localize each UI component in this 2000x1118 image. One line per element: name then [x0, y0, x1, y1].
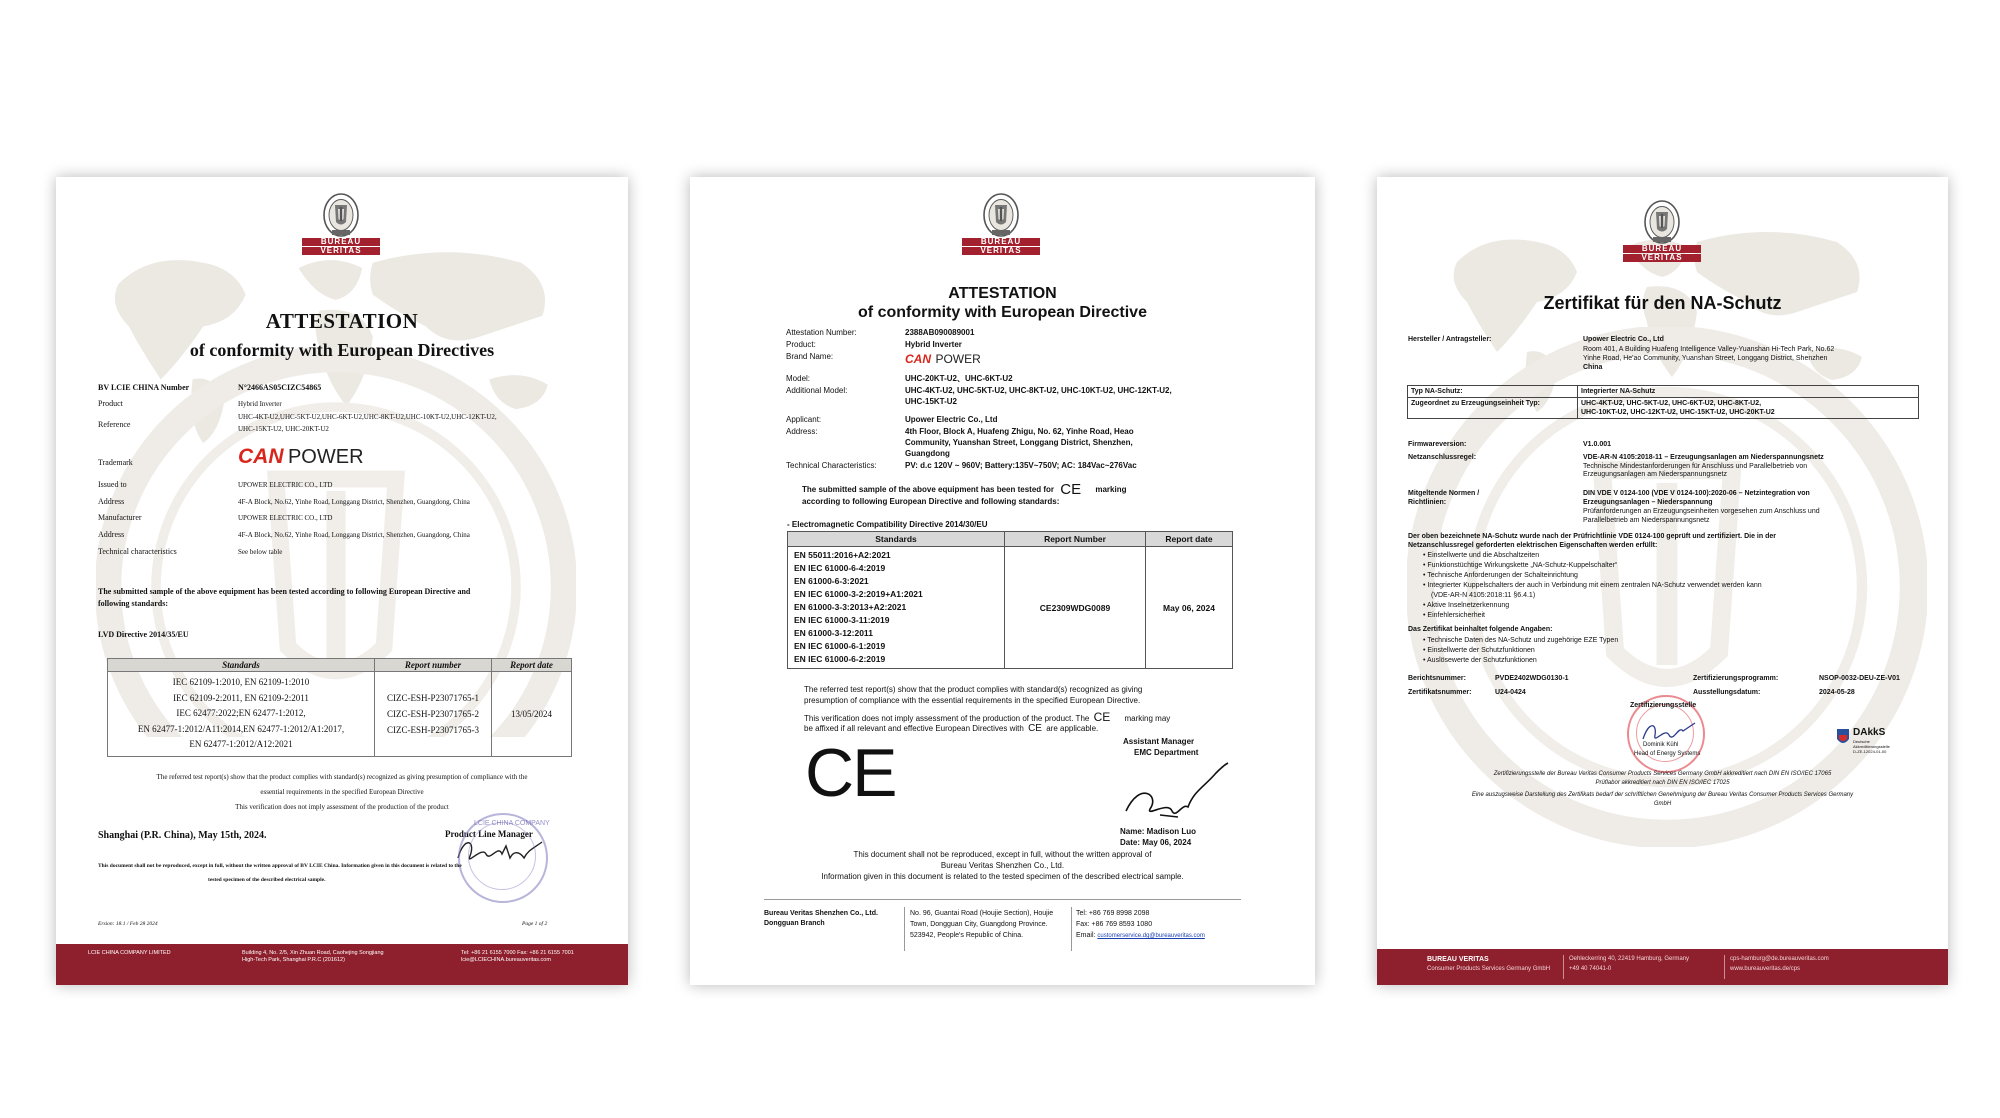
list-item: • Einstellwerte der Schutzfunktionen	[1423, 647, 1535, 654]
statement-text-end: marking	[1095, 485, 1127, 494]
place-and-date: Shanghai (P.R. China), May 15th, 2024.	[98, 830, 267, 841]
list-item: • Technische Daten des NA-Schutz und zugehörige EZE Typen	[1423, 637, 1619, 644]
signer-title: Product Line Manager	[445, 829, 533, 839]
brand-logo-power: POWER	[935, 352, 981, 366]
list-item: • Aktive Inselnetzerkennung	[1423, 602, 1510, 609]
maker-line: Upower Electric Co., Ltd	[1583, 336, 1664, 343]
dakks-text: DAkkS	[1853, 727, 1886, 738]
disclaimer-line3: Information given in this document is related to the tested specimen of the described electrical sample.	[821, 872, 1184, 881]
accreditation-line3: Eine auszugsweise Darstellung des Zertifikats bedarf der schriftlichen Genehmigung der Bureau Veritas Consumer Products Services Germany	[1471, 792, 1854, 798]
standard-item: IEC 62109-2:2011, EN 62109-2:2011	[173, 692, 309, 703]
field-value-issued-to: UPOWER ELECTRIC CO., LTD	[238, 481, 333, 489]
field-value-applicant: Upower Electric Co., Ltd	[905, 415, 998, 424]
note-line4	[804, 724, 1098, 734]
field-label-address: Address	[98, 497, 125, 506]
logo-text-top: BUREAU	[302, 238, 380, 246]
type-value: Integrierter NA-Schutz	[1578, 386, 1919, 398]
footer-bar	[56, 944, 628, 985]
page-subtitle: of conformity with European Directives	[189, 340, 495, 360]
footer-email-line	[1076, 931, 1205, 941]
field-value-address-line3: Guangdong	[905, 449, 950, 458]
unit-type-value	[1578, 398, 1919, 419]
standard-item: EN 62477-1:2012/A11:2014,EN 62477-1:2012/A1:2017,	[137, 723, 345, 734]
standard-item: EN 61000-3-12:2011	[794, 628, 873, 638]
field-label-attestation-number: Attestation Number:	[786, 328, 857, 337]
field-value-reference-line2: UHC-15KT-U2, UHC-20KT-U2	[238, 425, 329, 433]
table-cell-report-numbers	[375, 672, 492, 757]
accreditation-line1: Zertifizierungsstelle der Bureau Veritas Consumer Products Services Germany GmbH akkreditiert nach DIN EN ISO/IEC 17065	[1493, 771, 1832, 777]
paragraph-line1: Der oben bezeichnete NA-Schutz wurde nach der Prüfrichtlinie VDE 0124-100 geprüft und zertifiziert. Die in der	[1408, 533, 1776, 540]
standard-item: EN IEC 61000-3-11:2019	[794, 615, 890, 625]
field-value-model: UHC-20KT-U2、UHC-6KT-U2	[905, 374, 1013, 383]
field-label-product: Product	[98, 399, 123, 408]
footer-company: LCIE CHINA COMPANY LIMITED	[88, 950, 171, 956]
signer-department: EMC Department	[1134, 748, 1199, 757]
dakks-sub1: Deutsche	[1853, 739, 1870, 744]
standard-item: EN IEC 61000-6-1:2019	[794, 641, 886, 651]
field-value-address-line1: 4th Floor, Block A, Huafeng Zhigu, No. 62, Yinhe Road, Heao	[905, 427, 1134, 436]
norms-label-line2: Richtlinien:	[1408, 499, 1447, 506]
standards-table	[787, 531, 1233, 669]
note-text: be affixed if all relevant and effective European Directives with	[804, 724, 1024, 733]
note-line3	[804, 712, 1170, 724]
page-subtitle: of conformity with European Directive	[858, 304, 1147, 321]
table-header-standards: Standards	[788, 532, 1005, 547]
footer-separator	[1563, 955, 1564, 979]
table-cell-standards	[108, 672, 375, 757]
document-version: Ersion: 18.1 / Feb 28 2024	[98, 921, 158, 927]
footer-bar	[1377, 949, 1948, 985]
accreditation-line4: GmbH	[1653, 801, 1672, 807]
ce-mark-inline-icon: CE	[1028, 723, 1042, 734]
field-label-technical: Technical characteristics	[98, 547, 177, 556]
table-header-report-date: Report date	[1146, 532, 1233, 547]
footer-phone: Tel: +86 769 8998 2098	[1076, 910, 1150, 917]
page-title: ATTESTATION	[265, 309, 419, 333]
logo-text-bottom: VERITAS	[302, 247, 380, 255]
sign-date: Date: May 06, 2024	[1120, 838, 1192, 847]
field-label-additional-model: Additional Model:	[786, 386, 848, 395]
bureau-veritas-seal-icon	[981, 192, 1021, 238]
footer-separator	[904, 907, 905, 951]
standard-item: EN 61000-3-3:2013+A2:2021	[794, 602, 907, 612]
table-header-report-number: Report Number	[1005, 532, 1146, 547]
report-number-item: CIZC-ESH-P23071765-1	[387, 692, 479, 703]
program-value: NSOP-0032-DEU-ZE-V01	[1819, 675, 1900, 682]
list-item: • Funktionstüchtige Wirkungskette „NA-Schutz-Kuppelschalter“	[1423, 562, 1618, 569]
ce-mark-large-icon: CE	[805, 735, 896, 811]
dakks-sub3: D-ZE-12024-01-00	[1853, 749, 1887, 754]
field-label-trademark: Trademark	[98, 458, 133, 467]
grid-rule-value: VDE-AR-N 4105:2018-11 – Erzeugungsanlagen am Niederspannungsnetz	[1583, 454, 1824, 461]
unit-type-line: UHC-4KT-U2, UHC-5KT-U2, UHC-6KT-U2, UHC-8KT-U2,	[1581, 400, 1762, 407]
program-label: Zertifizierungsprogramm:	[1693, 675, 1779, 682]
disclaimer-line1: This document shall not be reproduced, except in full, without the written approval of BV LCIE China. Information given in this document is related to the	[98, 863, 462, 869]
statement-line2: following standards:	[98, 599, 169, 608]
footer-company: Consumer Products Services Germany GmbH	[1427, 966, 1551, 972]
contains-heading: Das Zertifikat beinhaltet folgende Angaben:	[1408, 626, 1553, 633]
note-line2: essential requirements in the specified European Directive	[260, 788, 424, 796]
field-value-address-line2: Community, Yuanshan Street, Longgang District, Shenzhen,	[905, 438, 1133, 447]
table-cell-report-date: May 06, 2024	[1146, 547, 1233, 669]
signature-image	[1120, 761, 1232, 823]
standard-item: EN 62477-1:2012/A12:2021	[189, 739, 293, 749]
contents-list	[1423, 636, 1618, 666]
field-label-address: Address:	[786, 427, 818, 436]
grid-rule-sub2: Erzeugungsanlagen am Niederspannungsnetz	[1583, 471, 1727, 478]
directive-title: LVD Directive 2014/35/EU	[98, 630, 189, 639]
note-text-end: are applicable.	[1046, 724, 1099, 733]
field-label-reference: Reference	[98, 420, 131, 429]
footer-address: Oehleckerring 40, 22419 Hamburg, Germany	[1569, 956, 1690, 962]
footer-company: Bureau Veritas Shenzhen Co., Ltd.	[764, 910, 878, 917]
field-value-product: Hybrid Inverter	[238, 400, 282, 408]
list-item: • Auslösewerte der Schutzfunktionen	[1423, 657, 1537, 664]
unit-type-label: Zugeordnet zu Erzeugungseinheit Typ:	[1408, 398, 1578, 419]
footer-separator	[1071, 907, 1072, 951]
footer-fax: Fax: +86 769 8593 1080	[1076, 921, 1153, 928]
note-text-end: marking may	[1124, 714, 1171, 723]
page-title: Zertifikat für den NA-Schutz	[1543, 293, 1782, 313]
bureau-veritas-seal-icon	[1642, 199, 1682, 245]
signer-name: Name: Madison Luo	[1120, 827, 1197, 836]
footer-brand: BUREAU VERITAS	[1427, 956, 1489, 963]
logo-text-top: BUREAU	[1623, 245, 1701, 253]
type-label: Typ NA-Schutz:	[1408, 386, 1578, 398]
footer-email-label: Email:	[1076, 932, 1096, 939]
brand-logo	[905, 350, 981, 368]
signer-title: Assistant Manager	[1123, 737, 1195, 746]
bureau-veritas-logo	[302, 192, 380, 255]
standard-item: IEC 62477:2022;EN 62477-1:2012,	[176, 708, 306, 718]
certificate-bv-shenzhen	[690, 177, 1315, 985]
list-item: • Einfehlersicherheit	[1423, 612, 1485, 619]
certification-body-label: Zertifizierungsstelle	[1630, 702, 1697, 709]
field-value-attestation-number: 2388AB090089001	[905, 328, 975, 337]
footer-website: www.bureauveritas.de/cps	[1730, 966, 1801, 972]
dakks-sub2: Akkreditierungsstelle	[1853, 744, 1890, 749]
bureau-veritas-logo	[1623, 199, 1701, 262]
standard-item: EN 55011:2016+A2:2021	[794, 550, 891, 560]
maker-line: Room 401, A Building Huafeng Intelligence Valley-Yuanshan Hi-Tech Park, No.62	[1583, 346, 1835, 353]
standard-item: EN IEC 61000-3-2:2019+A1:2021	[794, 589, 923, 599]
field-value-product: Hybrid Inverter	[905, 340, 962, 349]
standard-item: EN IEC 61000-6-2:2019	[794, 654, 886, 664]
certificate-number-label: Zertifikatsnummer:	[1408, 689, 1472, 696]
field-label-manufacturer: Manufacturer	[98, 513, 142, 522]
table-cell-report-date: 13/05/2024	[492, 672, 572, 757]
requirements-list	[1423, 551, 1762, 621]
certificate-lcie-china	[56, 177, 628, 985]
field-value-additional-model-line2: UHC-15KT-U2	[905, 397, 958, 406]
certificate-number-value: U24-0424	[1495, 689, 1526, 696]
note-line3: This verification does not imply assessment of the production of the product	[235, 803, 449, 811]
footer-divider	[764, 899, 1241, 900]
bureau-veritas-logo	[962, 192, 1040, 255]
field-label-manufacturer-address: Address	[98, 530, 125, 539]
field-label-number: BV LCIE CHINA Number	[98, 383, 190, 392]
field-label-product: Product:	[786, 340, 816, 349]
table-header-standards: Standards	[108, 659, 375, 672]
norms-label-line1: Mitgeltende Normen /	[1408, 490, 1480, 497]
list-item: (VDE-AR-N 4105:2018:11 §6.4.1)	[1431, 592, 1536, 599]
statement-line2: according to following European Directive and following standards:	[802, 497, 1060, 506]
disclaimer-line2: tested specimen of the described electrical sample.	[208, 877, 326, 883]
report-number-item: CIZC-ESH-P23071765-2	[387, 708, 479, 719]
signer-title: Head of Energy Systems	[1634, 751, 1701, 757]
page-number: Page 1 of 2	[522, 921, 548, 927]
standard-item: EN 61000-6-3:2021	[794, 576, 869, 586]
norms-value-line2: Erzeugungsanlagen – Niederspannung	[1583, 499, 1713, 506]
standard-item: EN IEC 61000-6-4:2019	[794, 563, 886, 573]
firmware-value: V1.0.001	[1583, 441, 1612, 448]
standard-item: IEC 62109-1:2010, EN 62109-1:2010	[172, 677, 310, 687]
norms-value-line1: DIN VDE V 0124-100 (VDE V 0124-100):2020-06 – Netzintegration von	[1583, 490, 1810, 497]
certificate-na-schutz	[1377, 177, 1948, 985]
footer-email-link[interactable]: customerservice.dg@bureauveritas.com	[1097, 933, 1205, 939]
field-value-number: N°2466AS05CIZC54865	[238, 383, 322, 392]
report-number-item: CIZC-ESH-P23071765-3	[387, 724, 479, 735]
company-stamp	[458, 813, 548, 903]
accreditation-line2: Prüflabor akkreditiert nach DIN EN ISO/IEC 17025	[1595, 780, 1730, 786]
grid-rule-sub1: Technische Mindestanforderungen für Anschluss und Parallelbetrieb von	[1583, 463, 1808, 470]
field-label-issued-to: Issued to	[98, 480, 127, 489]
report-number-value: PVDE2402WDG0130-1	[1495, 675, 1569, 682]
directive-title: - Electromagnetic Compatibility Directive 2014/30/EU	[787, 520, 988, 529]
field-value-manufacturer: UPOWER ELECTRIC CO., LTD	[238, 514, 333, 522]
page-title: ATTESTATION	[948, 285, 1057, 302]
footer-separator	[1724, 955, 1725, 979]
norms-sub-line2: Parallelbetrieb am Niederspannungsnetz	[1583, 517, 1710, 524]
footer-phone: Tel: +86 21 6155 7000 Fax: +86 21 6155 7001	[461, 950, 574, 956]
footer-address-line2: High-Tech Park, Shanghai P.R.C (201612)	[242, 957, 345, 963]
statement-line1: The submitted sample of the above equipment has been tested according to following European Directive and	[98, 587, 471, 596]
list-item: • Technische Anforderungen der Schalteinrichtung	[1423, 572, 1578, 579]
table-header-report-number: Report number	[375, 659, 492, 672]
footer-phone: +49 40 74041-0	[1569, 966, 1612, 972]
field-value-additional-model: UHC-4KT-U2, UHC-5KT-U2, UHC-8KT-U2, UHC-10KT-U2, UHC-12KT-U2,	[905, 386, 1172, 395]
field-value-technical: See below table	[238, 548, 283, 556]
field-value-manufacturer-address: 4F-A Block, No.62, Yinhe Road, Longgang District, Shenzhen, Guangdong, China	[238, 531, 470, 539]
note-line1: The referred test report(s) show that the product complies with standard(s) recognized as giving presumption of compliance with the	[156, 773, 528, 781]
table-cell-report-number: CE2309WDG0089	[1005, 547, 1146, 669]
note-text: This verification does not imply assessment of the production of the product. The	[804, 714, 1090, 723]
norms-sub-line1: Prüfanforderungen an Erzeugungseinheiten vorgesehen zum Anschluss und	[1583, 508, 1820, 515]
table-cell-standards	[788, 547, 1005, 669]
trademark-logo-can: CAN	[238, 445, 284, 468]
trademark-logo-power: POWER	[287, 446, 364, 468]
trademark-logo	[238, 445, 364, 469]
logo-text-top: BUREAU	[962, 238, 1040, 246]
statement-line1	[802, 481, 1127, 498]
issue-date-label: Ausstellungsdatum:	[1693, 689, 1761, 696]
ce-mark-inline-icon: CE	[1060, 481, 1082, 498]
note-line2: presumption of compliance with the essential requirements in the specified European Directive.	[804, 696, 1141, 705]
signer-name: Dominik Kühl	[1643, 742, 1679, 748]
issue-date-value: 2024-05-28	[1819, 689, 1855, 696]
firmware-label: Firmwareversion:	[1408, 441, 1467, 448]
company-stamp-text: LCIE CHINA COMPANY	[474, 820, 550, 827]
brand-logo-can: CAN	[905, 352, 931, 366]
footer-address-line3: 523942, People's Republic of China.	[910, 932, 1024, 939]
field-label-applicant: Applicant:	[786, 415, 822, 424]
report-number-label: Berichtsnummer:	[1408, 675, 1466, 682]
ce-mark-inline-icon: CE	[1093, 710, 1111, 724]
field-label-model: Model:	[786, 374, 811, 383]
table-header-report-date: Report date	[492, 659, 572, 672]
bureau-veritas-seal-icon	[321, 192, 361, 238]
logo-text-bottom: VERITAS	[962, 247, 1040, 255]
paragraph-line2: Netzanschlussregel geforderten elektrischen Eigenschaften werden erfüllt:	[1408, 542, 1658, 549]
disclaimer-line2: Bureau Veritas Shenzhen Co., Ltd.	[940, 861, 1065, 870]
footer-branch: Dongguan Branch	[764, 920, 825, 927]
footer-email: lcie@LCIECHINA.bureauveritas.com	[461, 957, 551, 963]
statement-text: The submitted sample of the above equipment has been tested for	[802, 485, 1055, 494]
field-label-technical: Technical Characteristics:	[786, 461, 877, 470]
maker-line: China	[1583, 364, 1603, 371]
field-value-address: 4F-A Block, No.62, Yinhe Road, Longgang District, Shenzhen, Guangdong, China	[238, 498, 470, 506]
footer-address-line2: Town, Dongguan City, Guangdong Province.	[910, 921, 1048, 928]
maker-label: Hersteller / Antragsteller:	[1408, 336, 1492, 343]
dakks-emblem-icon	[1835, 727, 1851, 747]
field-value-technical: PV: d.c 120V ~ 960V; Battery:135V~750V; AC: 184Vac~276Vac	[905, 461, 1137, 470]
disclaimer-line1: This document shall not be reproduced, except in full, without the written approval of	[853, 850, 1152, 859]
field-value-reference: UHC-4KT-U2,UHC-5KT-U2,UHC-6KT-U2,UHC-8KT-U2,UHC-10KT-U2,UHC-12KT-U2,	[238, 413, 497, 421]
maker-line: Yinhe Road, He'ao Community, Yuanshan Street, Longgang District, Shenzhen	[1583, 355, 1828, 362]
list-item: • Einstellwerte und die Abschaltzeiten	[1423, 552, 1540, 559]
list-item: • Integrierter Kuppelschalters der auch in Verbindung mit einem zentralen NA-Schutz verwendet werden kann	[1423, 582, 1762, 589]
grid-rule-label: Netzanschlussregel:	[1408, 454, 1477, 461]
type-table	[1407, 385, 1919, 419]
footer-address-line1: Building 4, No. 2/5, Xin Zhuan Road, Caohejing Songjiang	[242, 950, 384, 956]
logo-text-bottom: VERITAS	[1623, 254, 1701, 262]
footer-address-line1: No. 96, Guantai Road (Houjie Section), Houjie	[910, 910, 1054, 917]
field-label-brand-name: Brand Name:	[786, 352, 834, 361]
footer-email: cps-hamburg@de.bureauveritas.com	[1730, 956, 1829, 962]
standards-table	[107, 658, 572, 757]
unit-type-line: UHC-10KT-U2, UHC-12KT-U2, UHC-15KT-U2, UHC-20KT-U2	[1581, 409, 1775, 416]
note-line1: The referred test report(s) show that the product complies with standard(s) recognized as giving	[804, 685, 1143, 694]
